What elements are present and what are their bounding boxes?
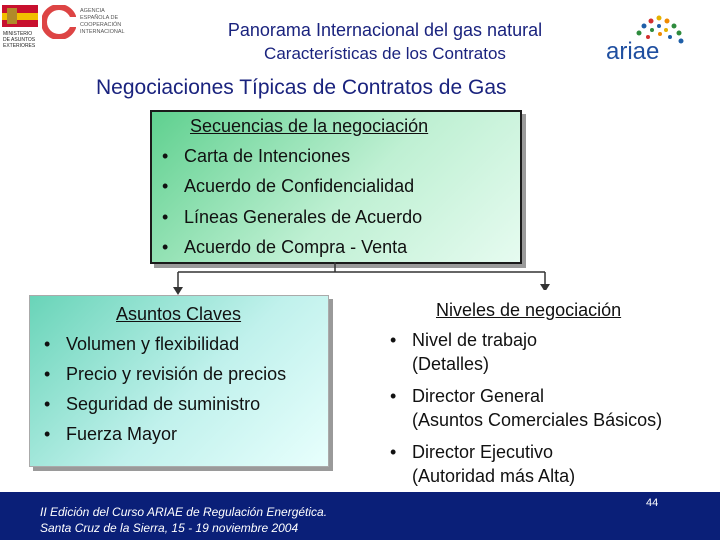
svg-text:DE ASUNTOS: DE ASUNTOS bbox=[3, 37, 36, 43]
list-item: • Acuerdo de Compra - Venta bbox=[162, 237, 408, 257]
negotiation-levels-box bbox=[376, 290, 712, 490]
key-issues-box bbox=[29, 295, 329, 467]
footer-course-info bbox=[40, 504, 327, 536]
svg-text:EXTERIORES: EXTERIORES bbox=[3, 43, 36, 49]
box-heading: Secuencias de la negociación bbox=[190, 116, 429, 136]
footer-line-1: II Edición del Curso ARIAE de Regulación Energética. bbox=[40, 505, 328, 519]
ariae-wordmark: ariae bbox=[606, 38, 660, 65]
box-heading: Asuntos Claves bbox=[116, 304, 242, 324]
list-item: • Precio y revisión de precios bbox=[44, 364, 287, 384]
list-item-detail: (Detalles) bbox=[412, 354, 490, 374]
page-number: 44 bbox=[646, 497, 659, 509]
list-item: • Volumen y flexibilidad bbox=[44, 334, 240, 354]
list-item: • Carta de Intenciones bbox=[162, 146, 351, 166]
svg-text:MINISTERIO: MINISTERIO bbox=[3, 31, 33, 37]
list-item: • Nivel de trabajo bbox=[390, 330, 538, 350]
header-subtitle: Características de los Contratos bbox=[264, 44, 506, 63]
list-item: • Acuerdo de Confidencialidad bbox=[162, 176, 415, 196]
list-item: • Seguridad de suministro bbox=[44, 394, 261, 414]
box-heading: Niveles de negociación bbox=[436, 300, 622, 320]
list-item-detail: (Autoridad más Alta) bbox=[412, 466, 576, 486]
header-title: Panorama Internacional del gas natural bbox=[227, 20, 543, 40]
list-item: • Líneas Generales de Acuerdo bbox=[162, 207, 423, 227]
list-item: • Director Ejecutivo bbox=[390, 442, 554, 462]
list-item: • Director General bbox=[390, 386, 545, 406]
agency-name: AGENCIA ESPAÑOLA DE COOPERACIÓN INTERNACIONAL bbox=[80, 8, 125, 35]
footer-line-2: Santa Cruz de la Sierra, 15 - 19 noviembre 2004 bbox=[40, 521, 299, 535]
slide-title: Negociaciones Típicas de Contratos de Gas bbox=[96, 76, 507, 99]
list-item-detail: (Asuntos Comerciales Básicos) bbox=[412, 410, 663, 430]
list-item: • Fuerza Mayor bbox=[44, 424, 178, 444]
